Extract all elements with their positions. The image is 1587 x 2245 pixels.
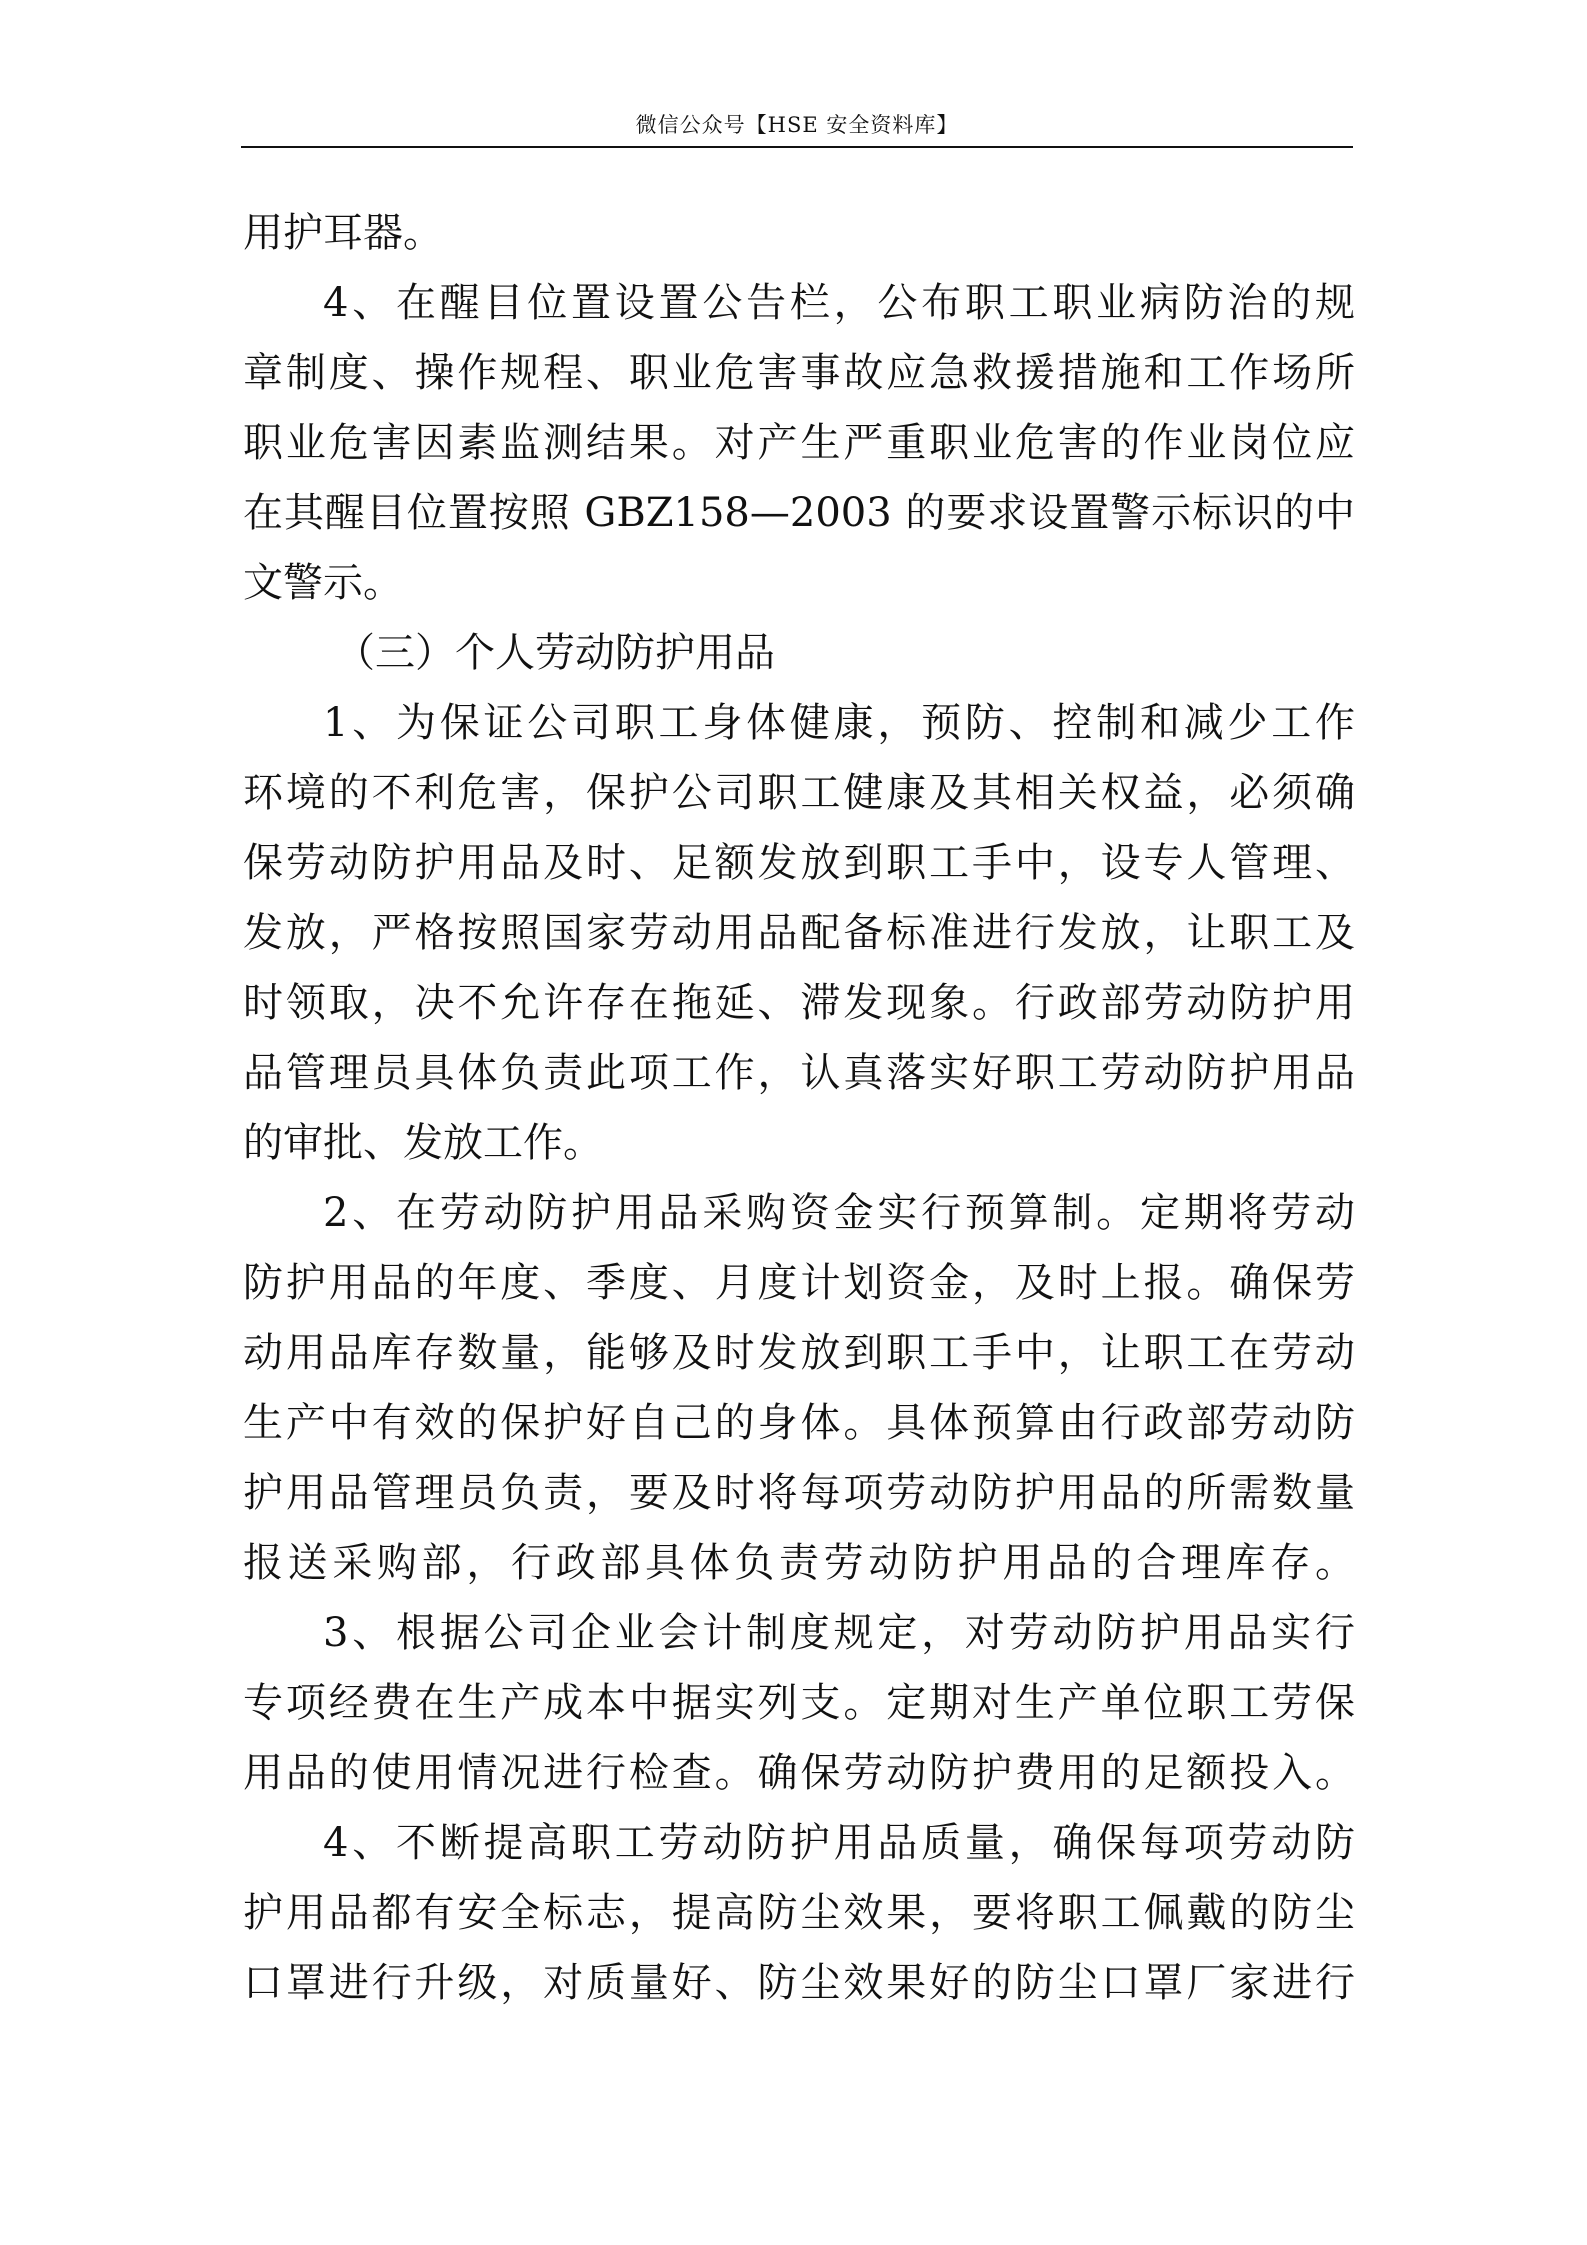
text-line: 2、在劳动防护用品采购资金实行预算制。定期将劳动 xyxy=(323,1190,1355,1236)
text-line: 4、不断提高职工劳动防护用品质量，确保每项劳动防 xyxy=(323,1820,1355,1866)
text-line: 1、为保证公司职工身体健康，预防、控制和减少工作 xyxy=(323,700,1355,746)
text-line: 文警示。 xyxy=(243,560,403,606)
text-line: 用品的使用情况进行检查。确保劳动防护费用的足额投入。 xyxy=(243,1750,1355,1796)
text-line: 报送采购部，行政部具体负责劳动防护用品的合理库存。 xyxy=(243,1540,1355,1586)
text-line: 时领取，决不允许存在拖延、滞发现象。行政部劳动防护用 xyxy=(243,980,1355,1026)
text-line: 环境的不利危害，保护公司职工健康及其相关权益，必须确 xyxy=(243,770,1355,816)
text-line: 用护耳器。 xyxy=(243,210,443,256)
text-line: 护用品都有安全标志，提高防尘效果，要将职工佩戴的防尘 xyxy=(243,1890,1355,1936)
section-heading: （三）个人劳动防护用品 xyxy=(335,630,775,676)
text-line: 生产中有效的保护好自己的身体。具体预算由行政部劳动防 xyxy=(243,1400,1355,1446)
text-line: 在其醒目位置按照 GBZ158—2003 的要求设置警示标识的中 xyxy=(243,490,1355,536)
page-header: 微信公众号【HSE 安全资料库】 xyxy=(241,104,1353,148)
text-line: 的审批、发放工作。 xyxy=(243,1120,603,1166)
text-line: 职业危害因素监测结果。对产生严重职业危害的作业岗位应 xyxy=(243,420,1355,466)
text-line: 专项经费在生产成本中据实列支。定期对生产单位职工劳保 xyxy=(243,1680,1355,1726)
text-line: 发放，严格按照国家劳动用品配备标准进行发放，让职工及 xyxy=(243,910,1355,956)
text-line: 口罩进行升级，对质量好、防尘效果好的防尘口罩厂家进行 xyxy=(243,1960,1355,2006)
text-line: 品管理员具体负责此项工作，认真落实好职工劳动防护用品 xyxy=(243,1050,1355,1096)
body-text xyxy=(243,198,1355,2018)
text-line: 动用品库存数量，能够及时发放到职工手中，让职工在劳动 xyxy=(243,1330,1355,1376)
text-line: 3、根据公司企业会计制度规定，对劳动防护用品实行 xyxy=(323,1610,1355,1656)
text-line: 防护用品的年度、季度、月度计划资金，及时上报。确保劳 xyxy=(243,1260,1355,1306)
text-line: 护用品管理员负责，要及时将每项劳动防护用品的所需数量 xyxy=(243,1470,1355,1516)
text-line: 章制度、操作规程、职业危害事故应急救援措施和工作场所 xyxy=(243,350,1355,396)
text-line: 保劳动防护用品及时、足额发放到职工手中，设专人管理、 xyxy=(243,840,1355,886)
text-line: 4、在醒目位置设置公告栏，公布职工职业病防治的规 xyxy=(323,280,1355,326)
